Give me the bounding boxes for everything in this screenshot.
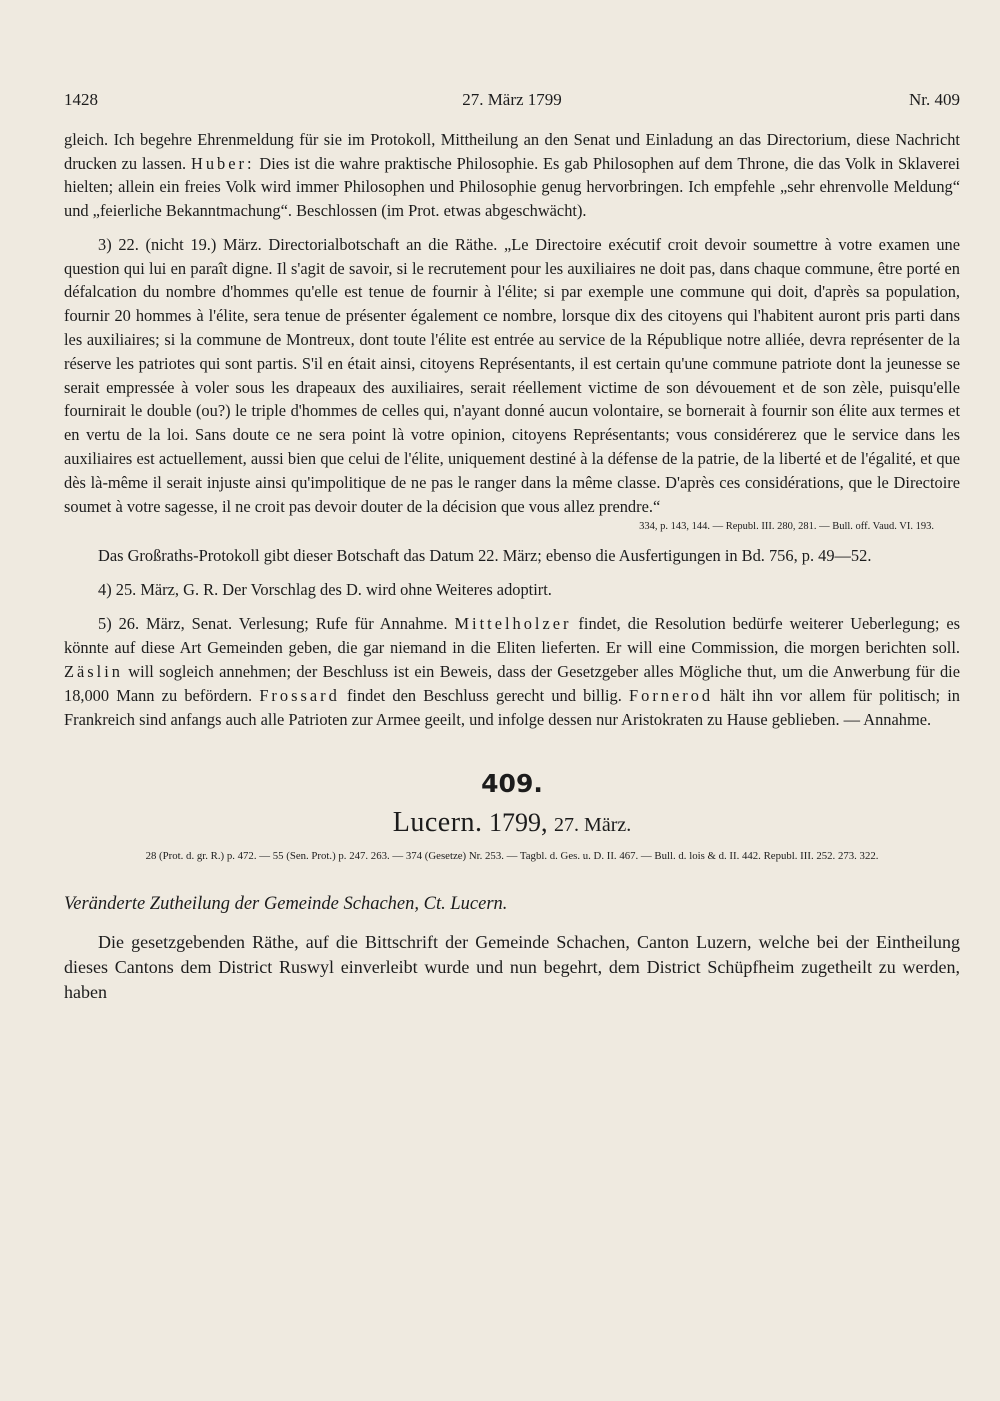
- paragraph-text: findet, die Resolution bedürfe weiterer Ueberlegung; es könnte auf diese Art Gemeinden geben, die gar niemand in die Eliten lieferten. Er will eine Commission, die morgen berichten soll.: [64, 613, 960, 657]
- speaker-name: Zäslin: [64, 661, 123, 681]
- paragraph-text: 5) 26. März, Senat. Verlesung; Rufe für Annahme.: [98, 613, 455, 633]
- source-citation: 334, p. 143, 144. — Republ. III. 280, 281. — Bull. off. Vaud. VI. 193.: [639, 521, 934, 533]
- entry-number: 409.: [481, 768, 543, 798]
- paragraph-text: Dies ist die wahre praktische Philosophie. Es gab Philosophen auf dem Throne, die das Volk in Sklaverei hielten; allein ein freies Volk wird immer Philosophen und Philosophie genug hervorbringen. Ich empfehle „sehr ehrenvolle Meldung“ und „feierliche Bekanntmachung“. Beschlossen (im Prot. etwas abgeschwächt).: [64, 153, 960, 221]
- header-entry-ref: Nr. 409: [909, 90, 960, 109]
- document-page: [64, 0, 960, 1401]
- entry-sources: 28 (Prot. d. gr. R.) p. 472. — 55 (Sen. Prot.) p. 247. 263. — 374 (Gesetze) Nr. 253. — Tagbl. d. Ges. u. D. II. 467. — Bull. d. lois & d. II. 442. Republ. III. 252. 273. 322.: [145, 849, 879, 862]
- entry-title: [64, 806, 960, 842]
- page-number: 1428: [64, 90, 98, 109]
- paragraph-protocol-note: Das Großraths-Protokoll gibt dieser Botschaft das Datum 22. März; ebenso die Ausfertigungen in Bd. 756, p. 49—52.: [98, 546, 872, 566]
- page-header: [64, 90, 960, 114]
- paragraph-text: will sogleich annehmen; der Beschluss ist ein Beweis, dass der Gesetzgeber alles Mögliche thut, um die Anwerbung für die 18,000 Mann zu befördern.: [64, 661, 960, 705]
- entry-date: 27. März.: [554, 813, 632, 836]
- page-body: [64, 128, 960, 1005]
- paragraph-text: hält ihn vor allem für politisch; in Frankreich sind anfangs auch alle Patrioten zur Armee geeilt, und infolge dessen nur Aristokraten zu Hause geblieben. — Annahme.: [64, 685, 960, 729]
- speaker-name: Fornerod: [629, 685, 714, 705]
- speaker-name: Frossard: [259, 685, 340, 705]
- paragraph-directorial-message: 3) 22. (nicht 19.) März. Directorialbotschaft an die Räthe. „Le Directoire exécutif croit devoir soumettre à votre examen une question qui lui en paraît digne. Il s'agit de savoir, si le recrutement pour les auxiliaires ne doit pas, dans chaque commune, être porté en défalcation du nombre d'hommes qu'elle est tenue de fournir à l'élite; si par exemple une commune qui doit, d'après sa population, fournir 20 hommes à l'élite, sera tenue de présenter également ce nombre, lorsque dix des citoyens qui l'habitent auront pris parti dans les auxiliaires; si la commune de Montreux, dont toute l'élite est entrée au service de la République notre alliée, devra représenter de la réserve les patriotes qui sont partis. S'il en était ainsi, citoyens Représentants, il est certain qu'une commune patriote dont la jeunesse se serait empressée à voler sous les drapeaux des auxiliaires, serait réellement victime de son dévouement et de son zèle, puisqu'elle fournirait le double (ou?) le triple d'hommes de celles qui, n'ayant donné aucun volontaire, se bornerait à fournir son élite aux termes et en vertu de la loi. Sans doute ce ne sera point là votre opinion, citoyens Représentants; vous considérerez que le service dans les auxiliaires est actuellement, aussi bien que celui de l'élite, uniquement destiné à la défense de la patrie, de la liberté et de l'égalité, et que dès là-même il serait injuste ainsi qu'impolitique de ne pas le ranger dans la même classe. D'après ces considérations, que le Directoire soumet à votre sagesse, il ne croit pas devoir douter de la décision que vous allez prendre.“: [64, 234, 960, 516]
- header-date: 27. März 1799: [462, 90, 562, 109]
- paragraph-text: findet den Beschluss gerecht und billig.: [339, 685, 630, 705]
- paragraph-continuation: [64, 128, 960, 223]
- entry-year: 1799,: [489, 807, 548, 837]
- paragraph-grand-council: 4) 25. März, G. R. Der Vorschlag des D. wird ohne Weiteres adoptirt.: [98, 580, 552, 600]
- paragraph-senate: [64, 612, 960, 732]
- speaker-name: Mittelholzer: [454, 613, 572, 633]
- paragraph-text: gleich. Ich begehre Ehrenmeldung für sie im Protokoll, Mittheilung an den Senat und Einladung an das Directorium, diese Nachricht drucken zu lassen.: [64, 130, 960, 173]
- entry-subject: Veränderte Zutheilung der Gemeinde Schachen, Ct. Lucern.: [64, 893, 508, 914]
- speaker-name: Huber:: [191, 153, 255, 173]
- entry-place: Lucern.: [392, 806, 483, 838]
- entry-text: Die gesetzgebenden Räthe, auf die Bittschrift der Gemeinde Schachen, Canton Luzern, welche bei der Eintheilung dieses Cantons dem District Ruswyl einverleibt wurde und nun begehrt, dem District Schüpfheim zugetheilt zu werden, haben: [64, 931, 960, 1002]
